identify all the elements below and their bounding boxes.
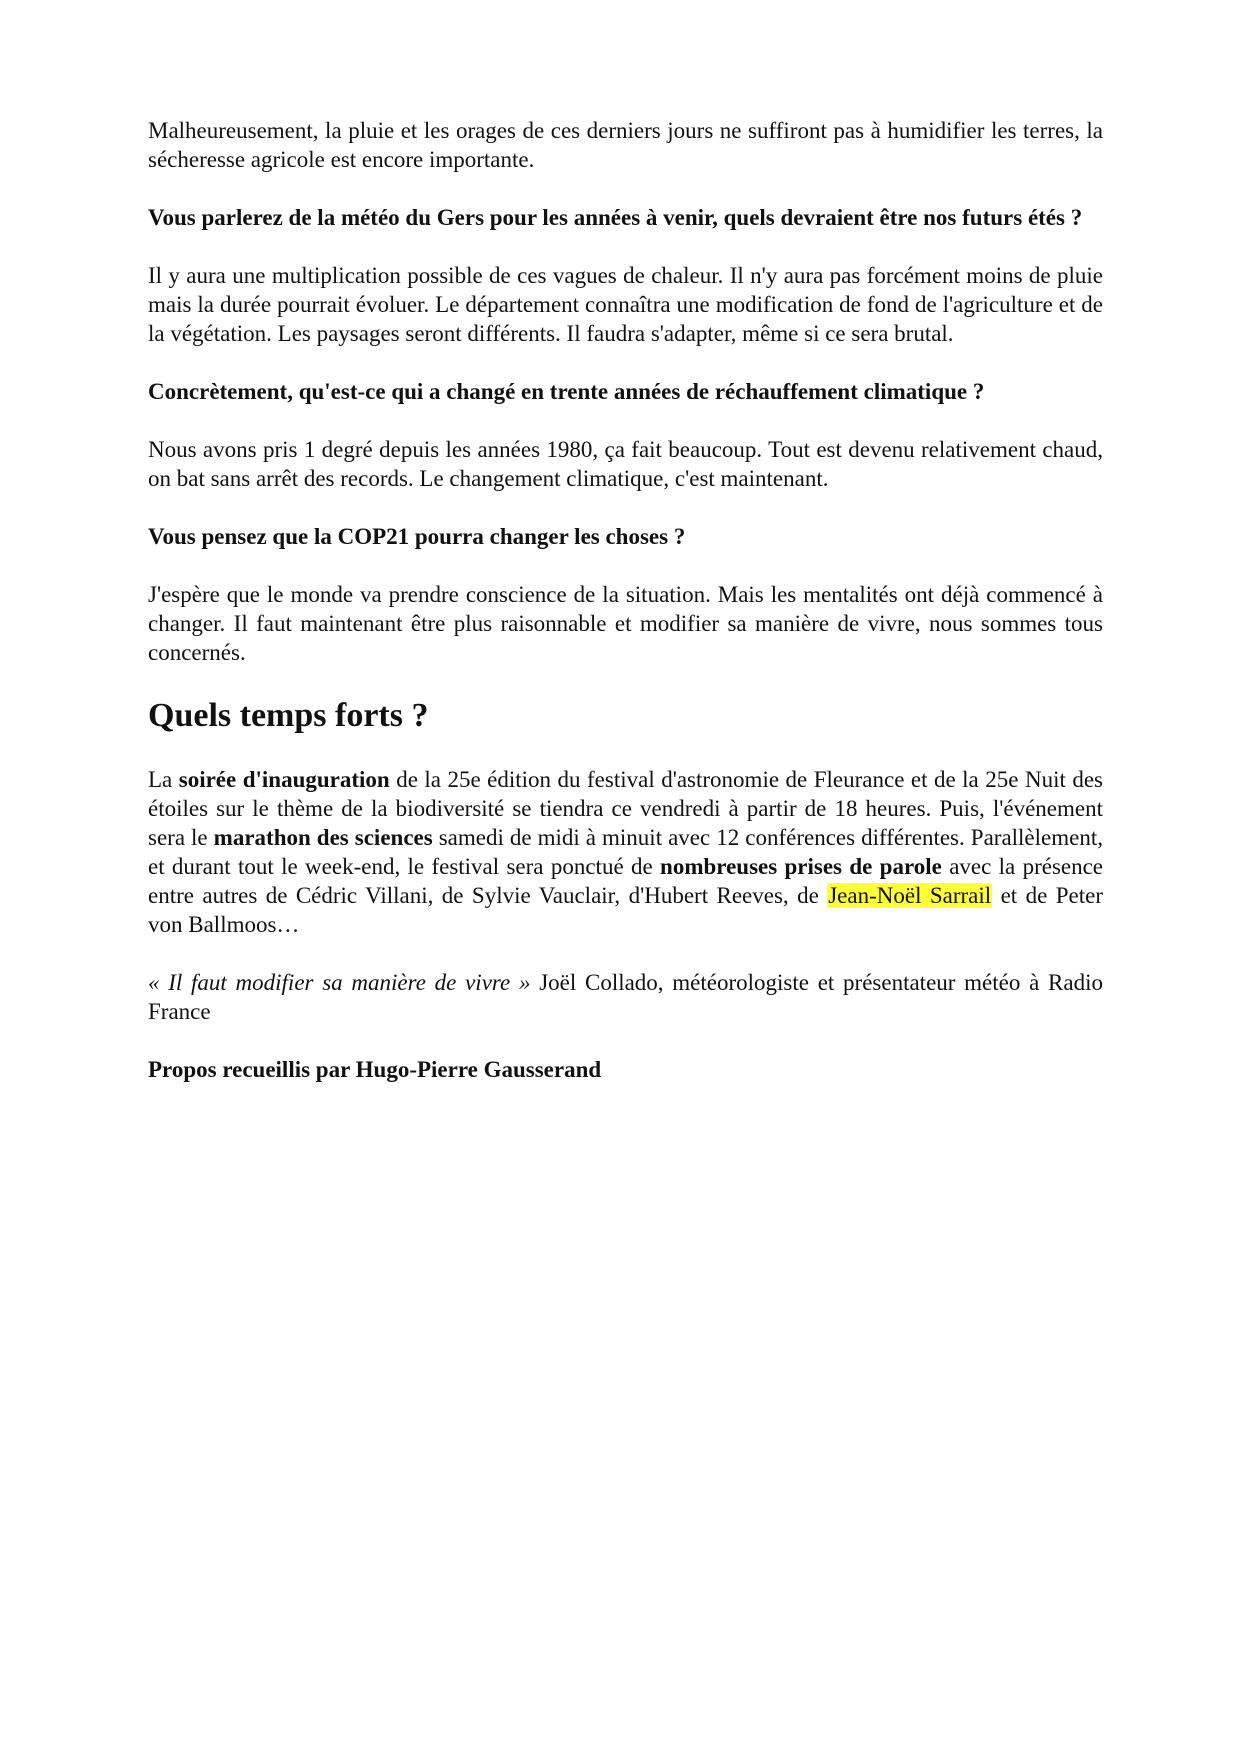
interview-question-3: Vous pensez que la COP21 pourra changer les choses ? — [148, 524, 686, 549]
body-text: La — [148, 767, 179, 792]
author-credit: Propos recueillis par Hugo-Pierre Gausserand — [148, 1057, 602, 1082]
interview-answer-2: Nous avons pris 1 degré depuis les années 1980, ça fait beaucoup. Tout est devenu relativement chaud, on bat sans arrêt des records. Le changement climatique, c'est maintenant. — [148, 437, 1103, 491]
spacer — [148, 667, 1103, 696]
interview-question-1: Vous parlerez de la météo du Gers pour les années à venir, quels devraient être nos futurs étés ? — [148, 205, 1083, 230]
spacer — [148, 348, 1103, 377]
spacer — [148, 1026, 1103, 1055]
spacer — [148, 174, 1103, 203]
body-text: samedi de midi à minuit avec 12 conférences différentes. Parallèlement, et durant tout le week-end, le festival sera ponctué de — [148, 825, 1103, 879]
section-body — [148, 765, 1103, 939]
highlighted-name: Jean-Noël Sarrail — [828, 883, 992, 908]
interview-question-2: Concrètement, qu'est-ce qui a changé en trente années de réchauffement climatique ? — [148, 379, 985, 404]
document-page — [148, 116, 1103, 1084]
quote-attribution — [148, 968, 1103, 1026]
spacer — [148, 939, 1103, 968]
bold-phrase-inauguration: soirée d'inauguration — [178, 767, 390, 792]
quote-italic: « Il faut modifier sa manière de vivre » — [148, 970, 531, 995]
spacer — [148, 551, 1103, 580]
bold-phrase-marathon: marathon des sciences — [213, 825, 433, 850]
spacer — [148, 406, 1103, 435]
bold-phrase-prises-de-parole: nombreuses prises de parole — [660, 854, 942, 879]
paragraph-intro: Malheureusement, la pluie et les orages de ces derniers jours ne suffiront pas à humidifier les terres, la sécheresse agricole est encore importante. — [148, 118, 1103, 172]
quote-source: Joël Collado, météorologiste et présentateur météo à Radio France — [148, 970, 1103, 1024]
body-text: et de Peter von Ballmoos… — [148, 883, 1103, 937]
interview-answer-1: Il y aura une multiplication possible de ces vagues de chaleur. Il n'y aura pas forcément moins de pluie mais la durée pourrait évoluer. Le département connaîtra une modification de fond de l'agriculture et de la végétation. Les paysages seront différents. Il faudra s'adapter, même si ce sera brutal. — [148, 263, 1103, 346]
spacer — [148, 736, 1103, 765]
section-heading: Quels temps forts ? — [148, 697, 429, 734]
spacer — [148, 493, 1103, 522]
body-text: de la 25e édition du festival d'astronomie de Fleurance et de la 25e Nuit des étoiles sur le thème de la biodiversité se tiendra ce vendredi à partir de 18 heures. Puis, l'événement sera le — [148, 767, 1103, 850]
spacer — [148, 232, 1103, 261]
interview-answer-3: J'espère que le monde va prendre conscience de la situation. Mais les mentalités ont déjà commencé à changer. Il faut maintenant être plus raisonnable et modifier sa manière de vivre, nous sommes tous concernés. — [148, 582, 1103, 665]
body-text: avec la présence entre autres de Cédric Villani, de Sylvie Vauclair, d'Hubert Reeves, de — [148, 854, 1104, 908]
